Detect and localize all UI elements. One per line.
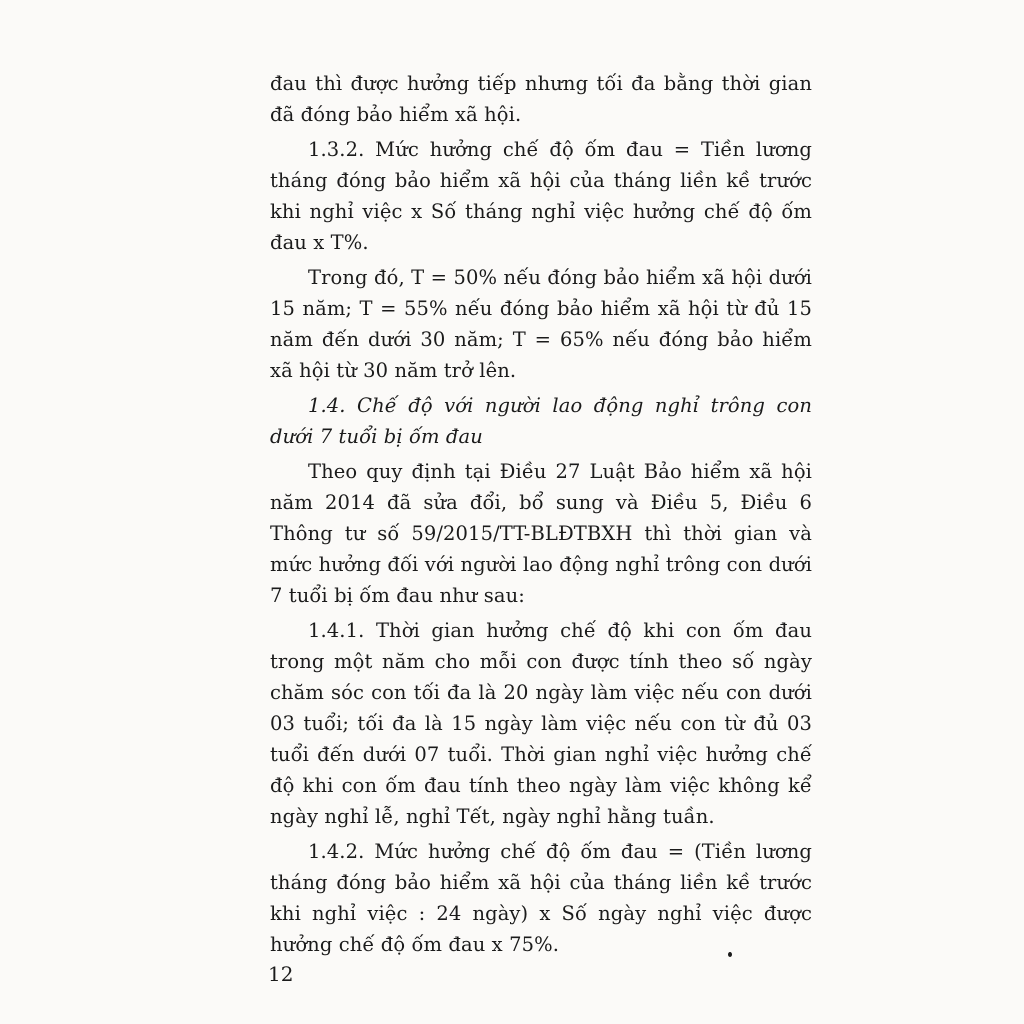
ink-speck: [728, 952, 732, 957]
paragraph-1-4-1: 1.4.1. Thời gian hưởng chế độ khi con ốm đau trong một năm cho mỗi con được tính theo số ngày chăm sóc con tối đa là 20 ngày làm việc nếu con dưới 03 tuổi; tối đa là 15 ngày làm việc nếu con từ đủ 03 tuổi đến dưới 07 tuổi. Thời gian nghỉ việc hưởng chế độ khi con ốm đau tính theo ngày làm việc không kể ngày nghỉ lễ, nghỉ Tết, ngày nghỉ hằng tuần.: [270, 619, 812, 828]
paragraph-rate-definition: Trong đó, T = 50% nếu đóng bảo hiểm xã hội dưới 15 năm; T = 55% nếu đóng bảo hiểm xã hội từ đủ 15 năm đến dưới 30 năm; T = 65% nếu đóng bảo hiểm xã hội từ 30 năm trở lên.: [270, 266, 812, 382]
page-number: 12: [268, 962, 294, 986]
section-heading-1-4: 1.4. Chế độ với người lao động nghỉ trông con dưới 7 tuổi bị ốm đau: [270, 394, 812, 448]
paragraph-legal-basis: Theo quy định tại Điều 27 Luật Bảo hiểm xã hội năm 2014 đã sửa đổi, bổ sung và Điều 5, Điều 6 Thông tư số 59/2015/TT-BLĐTBXH thì thời gian và mức hưởng đối với người lao động nghỉ trông con dưới 7 tuổi bị ốm đau như sau:: [270, 460, 812, 607]
body-text: [270, 68, 812, 960]
paragraph-1-3-2: 1.3.2. Mức hưởng chế độ ốm đau = Tiền lương tháng đóng bảo hiểm xã hội của tháng liền kề trước khi nghỉ việc x Số tháng nghỉ việc hưởng chế độ ốm đau x T%.: [270, 138, 812, 254]
paragraph-continuation: đau thì được hưởng tiếp nhưng tối đa bằng thời gian đã đóng bảo hiểm xã hội.: [270, 72, 812, 126]
paragraph-1-4-2: 1.4.2. Mức hưởng chế độ ốm đau = (Tiền lương tháng đóng bảo hiểm xã hội của tháng liền kề trước khi nghỉ việc : 24 ngày) x Số ngày nghỉ việc được hưởng chế độ ốm đau x 75%.: [270, 840, 812, 956]
